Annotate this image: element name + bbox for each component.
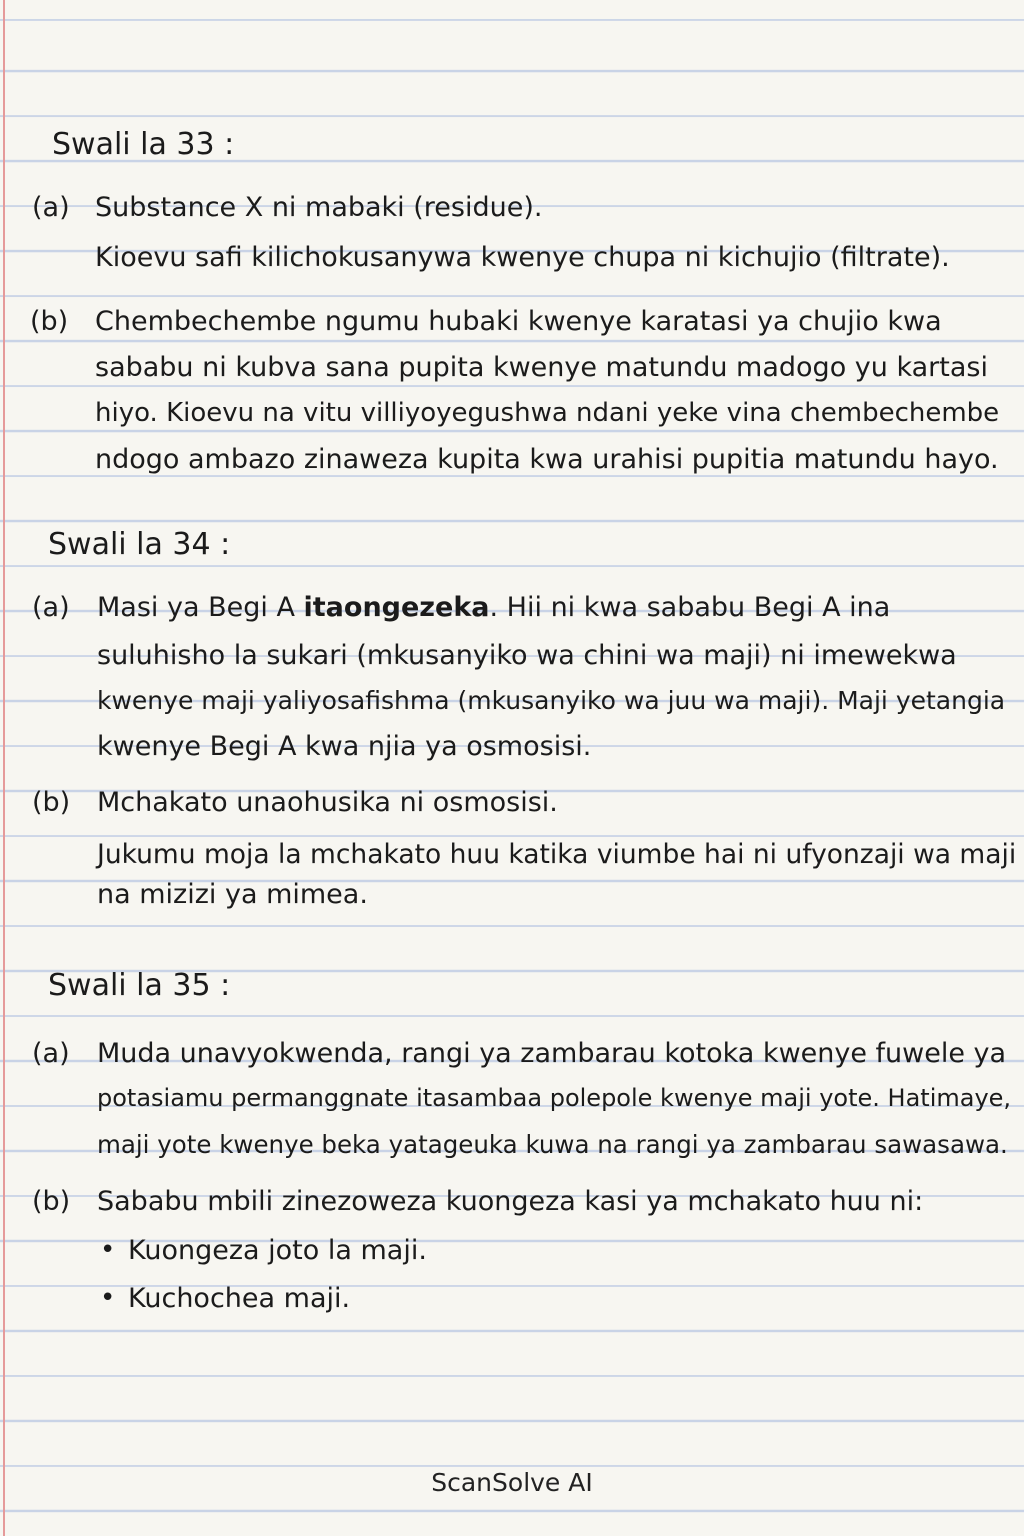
q34-b-line: Mchakato unaohusika ni osmosisi. [97, 787, 558, 818]
q33-b-line: hiyo. Kioevu na vitu villiyoyegushwa ndani yeke vina chembechembe [95, 398, 1000, 428]
margin-line [3, 0, 5, 1536]
q34-a-line-1 [97, 592, 890, 623]
q33-a-label: (a) [32, 192, 70, 223]
footer-brand: ScanSolve AI [431, 1468, 593, 1497]
q33-heading: Swali la 33 : [52, 127, 235, 162]
q34-a-line-1-pre: Masi ya Begi A [97, 592, 304, 623]
q34-b-line: Jukumu moja la mchakato huu katika viumbe hai ni ufyonzaji wa maji [97, 839, 1017, 870]
q35-bullet-item: Kuchochea maji. [128, 1283, 351, 1314]
q35-a-label: (a) [32, 1038, 70, 1069]
q33-b-line: Chembechembe ngumu hubaki kwenye karatasi ya chujio kwa [95, 306, 942, 337]
q33-b-line: sababu ni kubva sana pupita kwenye matundu madogo yu kartasi [95, 352, 988, 383]
q34-a-bold-word: itaongezeka [303, 592, 490, 623]
q35-a-line: maji yote kwenye beka yatageuka kuwa na rangi ya zambarau sawasawa. [97, 1130, 1008, 1159]
q34-a-line: suluhisho la sukari (mkusanyiko wa chini wa maji) ni imewekwa [97, 640, 957, 671]
q34-a-line: kwenye maji yaliyosafishma (mkusanyiko wa juu wa maji). Maji yetangia [97, 686, 1006, 715]
q34-a-label: (a) [32, 592, 70, 623]
q34-a-line: kwenye Begi A kwa njia ya osmosisi. [97, 731, 592, 762]
q35-heading: Swali la 35 : [48, 968, 231, 1003]
bullet-icon: • [100, 1283, 116, 1313]
q35-bullet-item: Kuongeza joto la maji. [128, 1235, 427, 1266]
q35-b-label: (b) [32, 1186, 71, 1217]
q34-b-line: na mizizi ya mimea. [97, 879, 368, 910]
q33-a-line: Kioevu safi kilichokusanywa kwenye chupa ni kichujio (filtrate). [95, 242, 950, 273]
q34-a-line-1-post: . Hii ni kwa sababu Begi A ina [489, 592, 891, 623]
q33-a-line: Substance X ni mabaki (residue). [95, 192, 543, 223]
q34-heading: Swali la 34 : [48, 527, 231, 562]
q35-a-line: Muda unavyokwenda, rangi ya zambarau kotoka kwenye fuwele ya [97, 1038, 1007, 1069]
q35-a-line: potasiamu permanggnate itasambaa polepole kwenye maji yote. Hatimaye, [97, 1084, 1012, 1112]
q33-b-label: (b) [30, 306, 69, 337]
q35-b-intro: Sababu mbili zinezoweza kuongeza kasi ya mchakato huu ni: [97, 1186, 924, 1217]
q33-b-line: ndogo ambazo zinaweza kupita kwa urahisi pupitia matundu hayo. [95, 444, 999, 475]
q34-b-label: (b) [32, 787, 71, 818]
bullet-icon: • [100, 1235, 116, 1265]
